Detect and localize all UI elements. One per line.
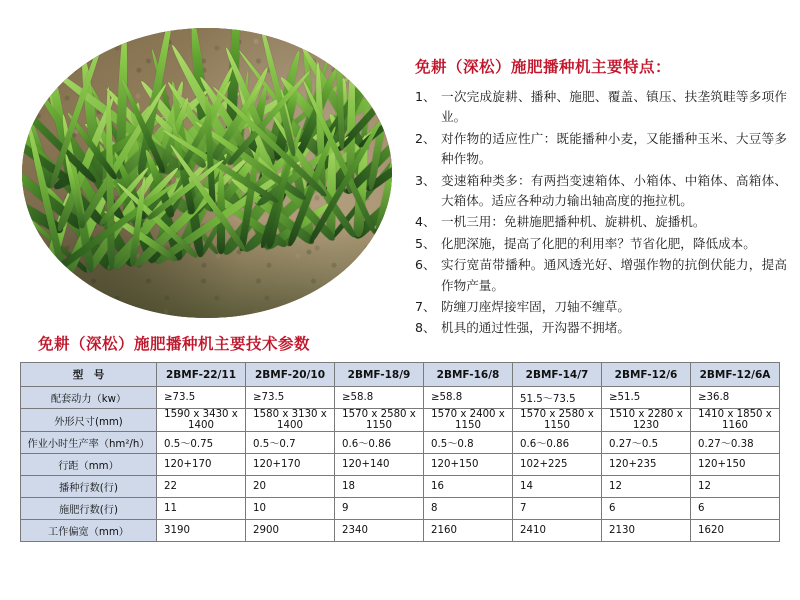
table-cell: ≥36.8 <box>691 387 780 409</box>
table-cell: 0.5～0.8 <box>424 432 513 454</box>
list-item <box>415 234 787 254</box>
photo-oval-frame <box>22 28 392 318</box>
row-label: 播种行数(行) <box>21 476 157 498</box>
table-cell: 1410 x 1850 x 1160 <box>691 409 780 432</box>
list-item <box>415 171 787 212</box>
table-cell: ≥51.5 <box>602 387 691 409</box>
features-list <box>415 87 787 339</box>
table-header-row <box>21 363 780 387</box>
table-cell: 14 <box>513 476 602 498</box>
column-header: 型 号 <box>21 363 157 387</box>
table-cell: 0.27～0.5 <box>602 432 691 454</box>
table-cell: ≥73.5 <box>246 387 335 409</box>
table-cell: 120+170 <box>157 454 246 476</box>
column-header: 2BMF-12/6 <box>602 363 691 387</box>
table-row <box>21 387 780 409</box>
table-cell: 1570 x 2400 x 1150 <box>424 409 513 432</box>
spec-table <box>20 362 780 542</box>
list-item-text: 一机三用：免耕施肥播种机、旋耕机、旋播机。 <box>441 214 706 230</box>
list-item-number: 2、 <box>415 130 436 146</box>
product-photo <box>22 28 392 318</box>
list-item-number: 6、 <box>415 257 436 273</box>
table-cell: ≥58.8 <box>335 387 424 409</box>
table-cell: 1620 <box>691 520 780 542</box>
table-cell: 2900 <box>246 520 335 542</box>
table-cell: 8 <box>424 498 513 520</box>
table-cell: 1570 x 2580 x 1150 <box>335 409 424 432</box>
list-item-text: 机具的通过性强，开沟器不拥堵。 <box>441 320 630 336</box>
table-row <box>21 498 780 520</box>
table-cell: 120+140 <box>335 454 424 476</box>
table-cell: 1510 x 2280 x 1230 <box>602 409 691 432</box>
list-item-number: 4、 <box>415 214 436 230</box>
table-cell: 2340 <box>335 520 424 542</box>
features-section <box>415 55 787 340</box>
table-cell: 2160 <box>424 520 513 542</box>
table-cell: 2130 <box>602 520 691 542</box>
list-item-text: 一次完成旋耕、播种、施肥、覆盖、镇压、扶垄筑畦等多项作业。 <box>441 89 787 125</box>
table-cell: 16 <box>424 476 513 498</box>
list-item <box>415 297 787 317</box>
list-item <box>415 318 787 338</box>
table-cell: ≥58.8 <box>424 387 513 409</box>
table-cell: 0.27～0.38 <box>691 432 780 454</box>
table-cell: 18 <box>335 476 424 498</box>
table-cell: 1570 x 2580 x 1150 <box>513 409 602 432</box>
features-title: 免耕（深松）施肥播种机主要特点： <box>415 58 672 76</box>
row-label: 作业小时生产率（hm²/h） <box>21 432 157 454</box>
table-cell: 6 <box>691 498 780 520</box>
table-cell: 2410 <box>513 520 602 542</box>
table-cell: ≥73.5 <box>157 387 246 409</box>
table-cell: 0.6～0.86 <box>513 432 602 454</box>
list-item-text: 化肥深施，提高了化肥的利用率？节省化肥，降低成本。 <box>441 235 756 251</box>
table-cell: 0.5～0.7 <box>246 432 335 454</box>
table-cell: 102+225 <box>513 454 602 476</box>
table-cell: 0.6～0.86 <box>335 432 424 454</box>
table-cell: 1580 x 3130 x 1400 <box>246 409 335 432</box>
table-row <box>21 520 780 542</box>
list-item-number: 5、 <box>415 235 436 251</box>
table-cell: 51.5～73.5 <box>513 387 602 409</box>
table-cell: 22 <box>157 476 246 498</box>
table-cell: 1590 x 3430 x 1400 <box>157 409 246 432</box>
row-label: 外形尺寸(mm) <box>21 409 157 432</box>
list-item <box>415 255 787 296</box>
column-header: 2BMF-12/6A <box>691 363 780 387</box>
table-cell: 7 <box>513 498 602 520</box>
column-header: 2BMF-14/7 <box>513 363 602 387</box>
table-row <box>21 432 780 454</box>
column-header: 2BMF-20/10 <box>246 363 335 387</box>
spec-table-wrapper <box>20 362 780 542</box>
list-item-number: 1、 <box>415 89 436 104</box>
list-item-text: 对作物的适应性广：既能播种小麦，又能播种玉米、大豆等多种作物。 <box>441 130 787 167</box>
table-cell: 11 <box>157 498 246 520</box>
row-label: 施肥行数(行) <box>21 498 157 520</box>
spec-table-title: 免耕（深松）施肥播种机主要技术参数 <box>38 335 311 353</box>
table-cell: 120+235 <box>602 454 691 476</box>
list-item <box>415 129 787 170</box>
row-label: 行距（mm） <box>21 454 157 476</box>
table-row <box>21 476 780 498</box>
table-cell: 6 <box>602 498 691 520</box>
column-header: 2BMF-16/8 <box>424 363 513 387</box>
list-item <box>415 87 787 128</box>
list-item-number: 7、 <box>415 298 436 314</box>
list-item <box>415 212 787 232</box>
table-cell: 12 <box>691 476 780 498</box>
table-cell: 12 <box>602 476 691 498</box>
list-item-text: 变速箱种类多：有两挡变速箱体、小箱体、中箱体、高箱体、大箱体。适应各种动力输出轴高度的拖拉机。 <box>441 172 787 208</box>
table-row <box>21 454 780 476</box>
list-item-number: 8、 <box>415 320 436 336</box>
row-label: 工作偏宽（mm） <box>21 520 157 542</box>
list-item-number: 3、 <box>415 172 436 188</box>
table-cell: 0.5～0.75 <box>157 432 246 454</box>
list-item-text: 防缠刀座焊接牢固，刀轴不缠草。 <box>441 298 630 314</box>
table-cell: 10 <box>246 498 335 520</box>
table-cell: 9 <box>335 498 424 520</box>
table-cell: 20 <box>246 476 335 498</box>
table-row <box>21 409 780 432</box>
column-header: 2BMF-18/9 <box>335 363 424 387</box>
list-item-text: 实行宽苗带播种。通风透光好、增强作物的抗倒伏能力，提高作物产量。 <box>441 257 787 293</box>
column-header: 2BMF-22/11 <box>157 363 246 387</box>
row-label: 配套动力（kw） <box>21 387 157 409</box>
table-cell: 120+150 <box>691 454 780 476</box>
table-cell: 120+170 <box>246 454 335 476</box>
table-cell: 120+150 <box>424 454 513 476</box>
table-cell: 3190 <box>157 520 246 542</box>
